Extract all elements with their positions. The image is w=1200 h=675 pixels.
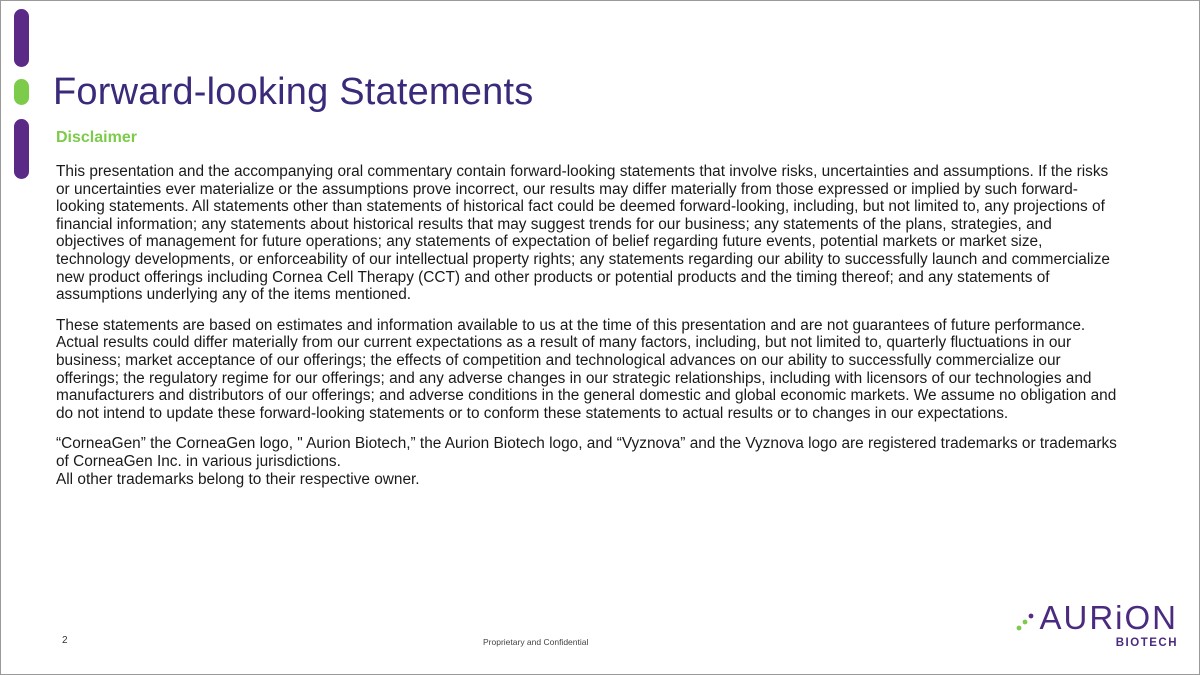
section-subtitle: Disclaimer [56,129,137,146]
paragraph-forward-looking: This presentation and the accompanying oral commentary contain forward-looking statements that involve risks, uncertainties and assumptions. If the risks or uncertainties ever materialize or the assumptions prove incorrect, our results may differ materially from those expressed or implied by such forward-looking statements. All statements other than statements of historical fact could be deemed forward-looking, including, but not limited to, any projections of financial information; any statements about historical results that may suggest trends for our business; any statements of the plans, strategies, and objectives of management for future operations; any statements of expectation of belief regarding future events, potential markets or market size, technology developments, or enforceability of our intellectual property rights; any statements regarding our ability to successfully launch and commercialize new product offerings including Cornea Cell Therapy (CCT) and other products or potential products and the timing thereof; and any statements of assumptions underlying any of the items mentioned. [56,163,1110,304]
paragraph-other-trademarks: All other trademarks belong to their respective owner. [56,470,420,488]
logo-wordmark: AURiON [1039,599,1178,636]
logo-subtext: BIOTECH [1115,637,1178,649]
accent-bar-bottom [14,119,29,179]
aurion-biotech-logo [1011,599,1186,659]
paragraph-estimates: These statements are based on estimates and information available to us at the time of this presentation and are not guarantees of future performance. Actual results could differ materially from our current expectations as a result of many factors, including, but not limited to, quarterly fluctuations in our business; market acceptance of our offerings; the effects of competition and technological advances on our ability to successfully commercialize our offerings; the regulatory regime for our offerings; and any adverse changes in our strategic relationships, including with licensors of our technologies and manufacturers and distributors of our offerings; and adverse conditions in the general domestic and global economic markets. We assume no obligation and do not intend to update these forward-looking statements or to conform these statements to actual results or to changes in our expectations. [56,316,1117,422]
confidential-note: Proprietary and Confidential [483,637,589,647]
accent-bar-top [14,9,29,67]
accent-bar-middle [14,79,29,105]
disclaimer-body [56,163,1118,501]
page-number: 2 [62,635,68,646]
logo-dots-icon [1015,613,1035,633]
page-title: Forward-looking Statements [53,71,534,113]
paragraph-trademarks: “CorneaGen” the CorneaGen logo, " Aurion Biotech,” the Aurion Biotech logo, and “Vyznova” and the Vyznova logo are registered trademarks or trademarks of CorneaGen Inc. in various jurisdictions. [56,435,1117,470]
